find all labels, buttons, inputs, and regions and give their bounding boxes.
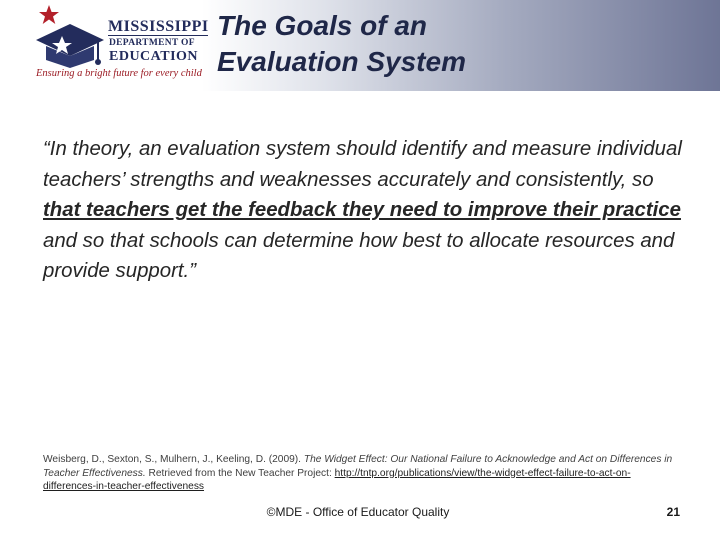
- quote-paragraph: [43, 134, 693, 287]
- red-star-icon: [38, 4, 60, 26]
- quote-text-end: and so that schools can determine how best to allocate resources and provide support.”: [43, 229, 675, 282]
- page-number: 21: [666, 505, 680, 519]
- citation-url-link[interactable]: http://tntp.org/publications/view/the-widget-effect-failure-to-act-on-differences-in-teacher-effectiveness: [43, 467, 631, 492]
- logo-name-line3: EDUCATION: [109, 49, 199, 64]
- citation-retrieved: Retrieved from the New Teacher Project:: [145, 467, 335, 479]
- citation-title: The Widget Effect: Our National Failure to Acknowledge and Act on Differences in Teacher Effectiveness.: [43, 454, 673, 479]
- quote-text-start: “In theory, an evaluation system should identify and measure individual teachers’ strengths and weaknesses accurately and consistently, so: [43, 138, 682, 191]
- footer-text: ©MDE - Office of Educator Quality: [266, 505, 450, 519]
- slide-title: [217, 8, 466, 80]
- citation-authors: Weisberg, D., Sexton, S., Mulhern, J., Keeling, D. (2009).: [43, 454, 304, 465]
- slide-title-line1: The Goals of an: [217, 10, 428, 41]
- quote-emphasis: that teachers get the feedback they need to improve their practice: [43, 199, 681, 221]
- logo-divider: [108, 35, 208, 36]
- logo-name-line1: MISSISSIPPI: [108, 18, 209, 35]
- slide-title-line2: Evaluation System: [217, 46, 466, 77]
- logo-name-line2: DEPARTMENT OF: [109, 38, 195, 48]
- mde-logo: [30, 4, 212, 86]
- citation: [43, 453, 683, 494]
- slide-header: [0, 0, 720, 91]
- logo-tagline: Ensuring a bright future for every child: [36, 68, 202, 79]
